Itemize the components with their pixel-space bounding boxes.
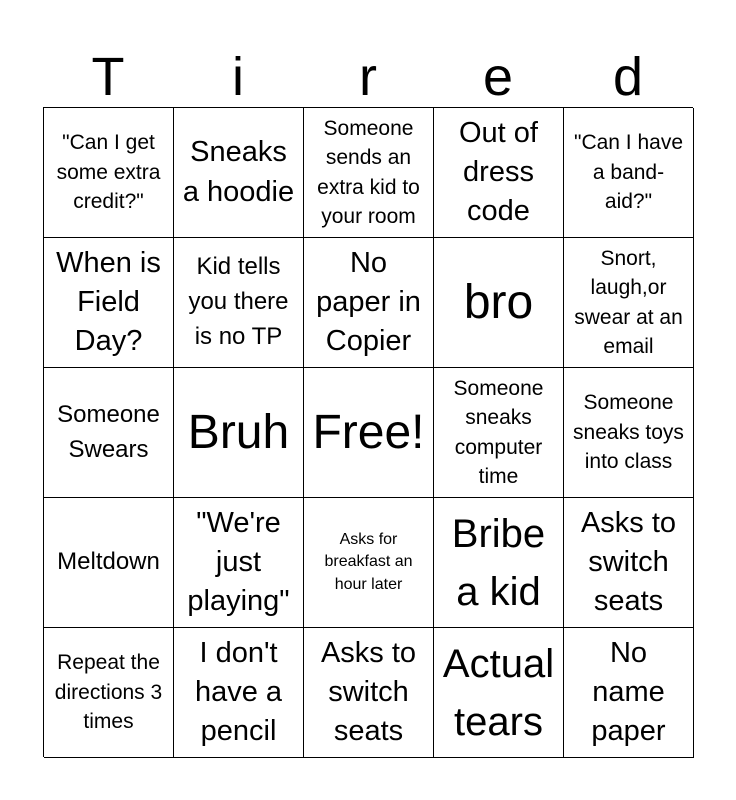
bingo-cell[interactable] [174, 368, 304, 498]
bingo-cell-label: Actual tears [442, 641, 555, 744]
bingo-cell[interactable] [564, 238, 694, 368]
bingo-cell-label: Someone sneaks computer time [453, 376, 544, 488]
bingo-cell[interactable] [434, 108, 564, 238]
bingo-cell-label: Someone sends an extra kid to your room [317, 116, 420, 228]
bingo-cell[interactable] [434, 628, 564, 758]
title-letter: d [612, 47, 644, 107]
bingo-cell[interactable] [434, 368, 564, 498]
bingo-cell[interactable] [564, 498, 694, 628]
bingo-cell-label: Asks for breakfast an hour later [324, 530, 413, 593]
card-title [43, 46, 693, 108]
bingo-cell[interactable] [44, 498, 174, 628]
bingo-cell-label: Asks to switch seats [580, 506, 677, 618]
bingo-cell-label: Kid tells you there is no TP [188, 253, 289, 350]
bingo-cell[interactable] [174, 498, 304, 628]
bingo-cell-label: Asks to switch seats [320, 636, 417, 748]
title-letter: T [91, 47, 125, 107]
bingo-cell[interactable] [564, 368, 694, 498]
bingo-cell[interactable] [304, 108, 434, 238]
title-letter: i [232, 47, 244, 107]
bingo-cell-label: No name paper [591, 636, 666, 748]
bingo-cell-label: Bribe a kid [451, 511, 546, 614]
bingo-cell-label: Free! [312, 405, 425, 459]
title-letter: e [482, 47, 514, 107]
bingo-cell-label: Bruh [187, 405, 290, 459]
bingo-cell[interactable] [434, 238, 564, 368]
bingo-cell-label: Someone sneaks toys into class [573, 391, 684, 474]
bingo-cell-label: "We're just playing" [187, 506, 290, 618]
bingo-cell-label: Someone Swears [57, 400, 160, 463]
bingo-cell[interactable] [304, 628, 434, 758]
bingo-cell-label: bro [463, 275, 534, 329]
bingo-cell[interactable] [44, 238, 174, 368]
bingo-cell[interactable] [44, 368, 174, 498]
bingo-cell[interactable] [174, 108, 304, 238]
bingo-cell-label: I don't have a pencil [194, 636, 283, 748]
bingo-cell[interactable] [44, 108, 174, 238]
bingo-cell-label: Snort, laugh,or swear at an email [574, 246, 683, 358]
bingo-cell[interactable] [304, 498, 434, 628]
bingo-cell-label: No paper in Copier [316, 246, 421, 358]
title-letter: r [359, 47, 377, 107]
bingo-cell[interactable] [564, 108, 694, 238]
bingo-cell-label: Repeat the directions 3 times [54, 651, 163, 734]
bingo-cell[interactable] [174, 628, 304, 758]
bingo-cell-label: "Can I get some extra credit?" [56, 131, 161, 214]
bingo-cell[interactable] [304, 368, 434, 498]
bingo-cell[interactable] [564, 628, 694, 758]
bingo-cell[interactable] [304, 238, 434, 368]
bingo-cell[interactable] [174, 238, 304, 368]
bingo-cell-label: Meltdown [57, 548, 160, 576]
bingo-cell-label: When is Field Day? [56, 246, 161, 358]
bingo-cell-label: Out of dress code [459, 116, 538, 228]
bingo-board [43, 107, 693, 757]
bingo-cell[interactable] [44, 628, 174, 758]
bingo-cell-label: Sneaks a hoodie [182, 136, 295, 208]
bingo-cell-label: "Can I have a band-aid?" [573, 131, 684, 214]
bingo-cell[interactable] [434, 498, 564, 628]
